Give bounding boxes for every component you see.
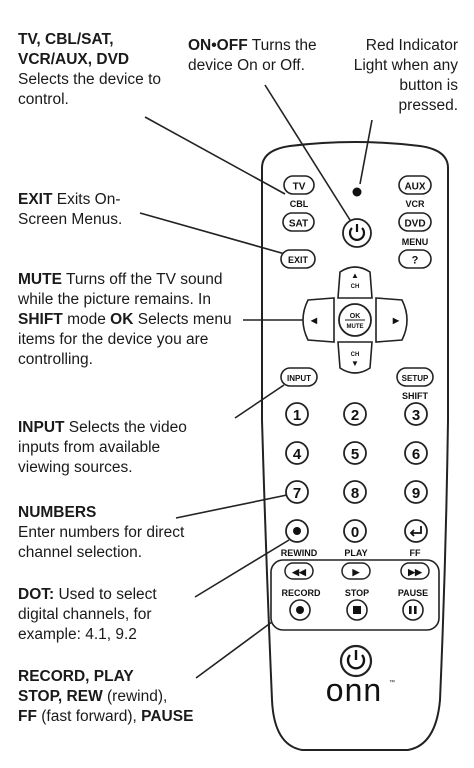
svg-text:1: 1: [292, 407, 302, 424]
menu-label: MENU: [401, 237, 429, 247]
record-icon: [296, 606, 304, 614]
vol-up-arrow: ▶: [392, 316, 400, 325]
play-label: PLAY: [344, 548, 368, 558]
record-label: RECORD: [281, 588, 321, 598]
stop-label: STOP: [344, 588, 370, 598]
indicator-annotation: Red Indicator Light when any button is pressed.: [353, 37, 458, 114]
svg-text:AUX: AUX: [404, 181, 426, 193]
digit-5[interactable]: [344, 442, 366, 464]
exit-annotation: EXIT Exits On-Screen Menus.: [18, 191, 123, 228]
play-button[interactable]: [342, 563, 370, 579]
ch-up-label: CH: [350, 284, 360, 290]
digit-9[interactable]: [405, 481, 427, 503]
digit-2[interactable]: [344, 403, 366, 425]
stop-button[interactable]: [347, 600, 367, 620]
dvd-button[interactable]: [399, 213, 431, 231]
pause-button[interactable]: [403, 600, 423, 620]
exit-button[interactable]: [281, 250, 315, 268]
svg-text:2: 2: [350, 407, 360, 424]
digit-0[interactable]: [344, 520, 366, 542]
rewind-label: REWIND: [280, 548, 318, 558]
enter-button[interactable]: [405, 520, 427, 542]
svg-text:7: 7: [292, 485, 302, 502]
dot-annotation: DOT: Used to select digital channels, for example: 4.1, 9.2: [18, 586, 157, 643]
ff-label: FF: [409, 548, 421, 558]
sat-button[interactable]: [283, 213, 314, 231]
svg-text:9: 9: [411, 485, 421, 502]
tv-button[interactable]: [284, 176, 314, 194]
svg-text:™: ™: [389, 680, 395, 686]
digit-7[interactable]: [286, 481, 308, 503]
play-icon: ▶: [352, 567, 360, 577]
brand-name: onn: [325, 672, 383, 708]
vol-down-arrow: ◀: [310, 316, 318, 325]
svg-text:?: ?: [411, 254, 419, 267]
transport-annotation: RECORD, PLAY STOP, REW (rewind), FF (fast forward), PAUSE: [18, 668, 194, 725]
svg-text:5: 5: [350, 446, 360, 463]
digit-3[interactable]: [405, 403, 427, 425]
device-annotation: TV, CBL/SAT, VCR/AUX, DVD Selects the device to control.: [18, 31, 162, 108]
svg-text:TV: TV: [292, 181, 306, 193]
svg-text:DVD: DVD: [404, 218, 426, 230]
ok-mute-button[interactable]: [339, 304, 371, 336]
ff-button[interactable]: [401, 563, 429, 579]
svg-text:EXIT: EXIT: [287, 255, 309, 265]
digit-6[interactable]: [405, 442, 427, 464]
ch-down-label: CH: [350, 352, 360, 358]
ff-icon: ▶▶: [408, 567, 422, 577]
input-button[interactable]: [281, 368, 317, 386]
digit-4[interactable]: [286, 442, 308, 464]
svg-text:INPUT: INPUT: [287, 374, 311, 383]
vol-up-button[interactable]: [376, 298, 407, 342]
pause-label: PAUSE: [397, 588, 429, 598]
rewind-button[interactable]: [285, 563, 313, 579]
record-button[interactable]: [290, 600, 310, 620]
shift-label: SHIFT: [402, 391, 428, 401]
power-button[interactable]: [343, 219, 371, 247]
svg-text:3: 3: [411, 407, 421, 424]
ch-up-arrow: ▲: [351, 271, 359, 280]
svg-text:8: 8: [350, 485, 360, 502]
rewind-icon: ◀◀: [292, 567, 306, 577]
cbl-label: CBL: [289, 199, 309, 209]
svg-text:SETUP: SETUP: [401, 374, 429, 383]
dot-button[interactable]: [286, 520, 308, 542]
setup-button[interactable]: [397, 368, 433, 386]
digit-1[interactable]: [286, 403, 308, 425]
svg-text:4: 4: [292, 446, 302, 463]
indicator-light: [353, 188, 362, 197]
aux-button[interactable]: [399, 176, 431, 194]
mute-annotation: MUTE Turns off the TV sound while the picture remains. In SHIFT mode OK Selects menu items for the device you are controlling.: [18, 271, 232, 368]
stop-icon: [353, 606, 361, 614]
vcr-label: VCR: [405, 199, 425, 209]
pause-icon: [409, 606, 412, 614]
digit-8[interactable]: [344, 481, 366, 503]
svg-text:6: 6: [411, 446, 421, 463]
onoff-annotation: ON•OFF Turns the device On or Off.: [188, 37, 317, 74]
input-annotation: INPUT Selects the video inputs from available viewing sources.: [18, 419, 187, 476]
vol-down-button[interactable]: [303, 298, 334, 342]
svg-text:OK: OK: [349, 313, 361, 320]
svg-text:0: 0: [350, 524, 360, 541]
svg-text:SAT: SAT: [288, 218, 309, 230]
ch-down-arrow: ▼: [351, 359, 359, 368]
numbers-annotation: NUMBERS Enter numbers for direct channel selection.: [18, 504, 185, 561]
menu-button[interactable]: [399, 250, 431, 268]
svg-text:MUTE: MUTE: [346, 324, 364, 330]
